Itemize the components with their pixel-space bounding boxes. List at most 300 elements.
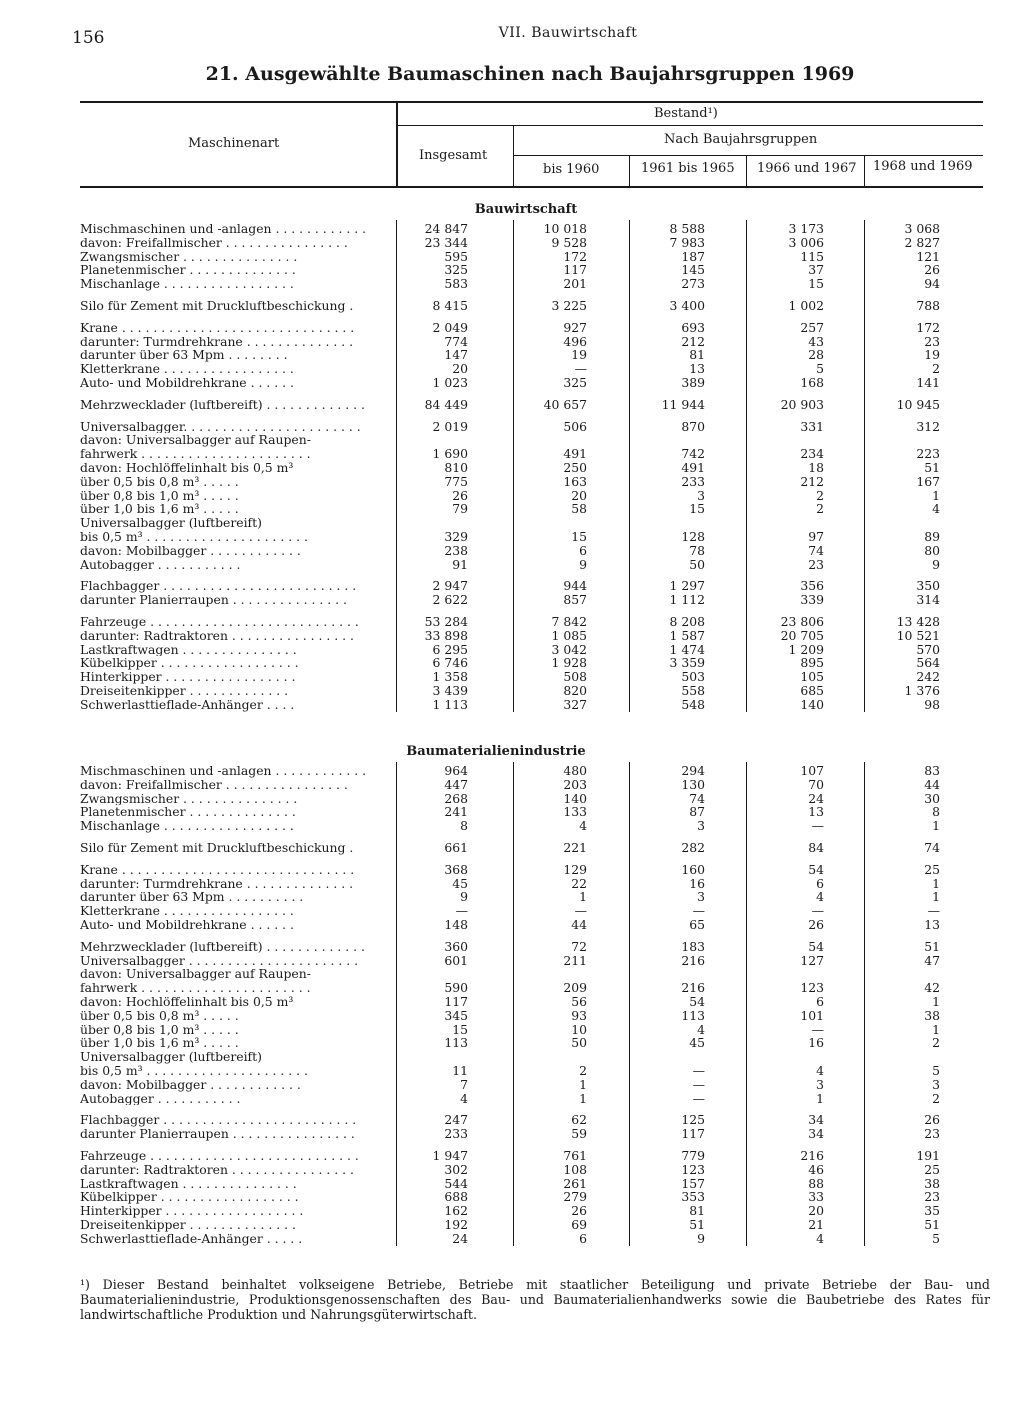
table-cell: 34 (808, 1112, 824, 1128)
table-cell: 1 085 (551, 627, 587, 643)
table-cell: 590 (444, 980, 468, 996)
table-cell: 10 945 (896, 396, 940, 412)
table-cell: 81 (689, 347, 705, 363)
table-cell: 223 (916, 446, 940, 462)
table-cell: 26 (452, 487, 468, 503)
table-cell: 339 (800, 592, 824, 608)
table-cell: 314 (916, 592, 940, 608)
table-cell: 16 (808, 1035, 824, 1051)
table-cell: 2 (816, 501, 824, 517)
table-cell: 24 847 (424, 221, 468, 236)
table-cell: 123 (681, 1161, 705, 1177)
table-cell: 107 (800, 763, 824, 778)
row-label: Planetenmischer . . . . . . . . . . . . . . (80, 805, 296, 820)
page-number: 156 (72, 28, 105, 48)
table-cell: 6 (579, 542, 587, 558)
table-cell: 162 (444, 1203, 468, 1219)
table-cell: 325 (563, 375, 587, 390)
table-cell: 345 (444, 1007, 468, 1023)
group-rule-1 (629, 156, 630, 186)
table-cell: 238 (444, 542, 468, 558)
group-header-4: 1968 und 1969 (873, 159, 973, 174)
table-cell: 59 (571, 1126, 587, 1142)
row-label: davon: Freifallmischer . . . . . . . . . . . . . . . . (80, 777, 348, 792)
table-cell: 141 (916, 375, 940, 390)
table-cell: 62 (571, 1112, 587, 1128)
table-cell: 496 (563, 333, 587, 349)
table-cell: 2 (932, 1090, 940, 1106)
table-cell: 203 (563, 776, 587, 792)
table-cell: 51 (924, 460, 940, 475)
table-cell: — (692, 1076, 705, 1092)
table-cell: 788 (916, 298, 940, 313)
row-label: davon: Universalbagger auf Raupen- (80, 433, 311, 448)
table-cell: 9 (579, 556, 587, 572)
row-label: über 1,0 bis 1,6 m³ . . . . . (80, 502, 239, 517)
table-cell: 23 (808, 556, 824, 572)
table-cell: 216 (800, 1148, 824, 1163)
table-cell: 8 415 (432, 298, 468, 313)
table-cell: 160 (681, 861, 705, 877)
table-cell: 3 359 (669, 655, 705, 671)
group-header-3: 1966 und 1967 (757, 161, 857, 176)
table-cell: 870 (681, 418, 705, 434)
table-cell: 331 (800, 418, 824, 434)
footnote-text: ¹) Dieser Bestand beinhaltet volkseigene Betriebe, Betriebe mit staatlicher Beteiligung und private Betriebe der Bau- und Baumaterialienindustrie, Produktionsgenossenschaften des Bau- und Baumaterialienhandwerks sowie die Baubetriebe des Rates für landwirtschaftliche Produktion und Nahrungsgüterwirtschaft. (80, 1277, 990, 1322)
table-cell: 3 400 (669, 298, 705, 313)
table-cell: 130 (681, 776, 705, 792)
table-cell: 3 173 (788, 221, 824, 236)
table-cell: 15 (689, 501, 705, 517)
table-cell: 506 (563, 418, 587, 434)
table-cell: 944 (563, 578, 587, 594)
row-label: darunter: Radtraktoren . . . . . . . . . . . . . . . . (80, 1162, 354, 1177)
table-cell: 360 (444, 938, 468, 954)
table-cell: 15 (808, 276, 824, 292)
row-label: Planetenmischer . . . . . . . . . . . . . . (80, 263, 296, 278)
row-label: davon: Universalbagger auf Raupen- (80, 967, 311, 982)
table-cell: 115 (800, 248, 824, 264)
table-cell: 24 (808, 790, 824, 806)
table-cell: 273 (681, 276, 705, 292)
table-cell: 1 (932, 875, 940, 891)
group-header-1: bis 1960 (543, 162, 600, 177)
table-cell: 1 002 (788, 298, 824, 313)
table-cell: 1 587 (669, 627, 705, 643)
table-cell: 47 (924, 952, 940, 968)
table-cell: 128 (681, 529, 705, 544)
row-label: Auto- und Mobildrehkrane . . . . . . (80, 918, 294, 932)
table-cell: 350 (916, 578, 940, 594)
table-cell: 761 (563, 1148, 587, 1163)
table-cell: 87 (689, 804, 705, 820)
table-cell: 353 (681, 1189, 705, 1205)
table-cell: 1 113 (432, 696, 468, 712)
group-column-rule (629, 762, 630, 1246)
table-cell: 34 (808, 1126, 824, 1142)
table-cell: 167 (916, 473, 940, 489)
table-cell: 13 428 (896, 614, 940, 629)
table-cell: 51 (924, 938, 940, 954)
table-cell: 113 (444, 1035, 468, 1051)
table-cell: 97 (808, 529, 824, 544)
table-cell: 810 (444, 460, 468, 475)
table-cell: 234 (800, 446, 824, 462)
table-cell: 117 (681, 1126, 705, 1142)
table-cell: 19 (571, 347, 587, 363)
section-title: Bauwirtschaft (474, 202, 578, 217)
stub-column-rule (396, 762, 397, 1246)
table-cell: 3 (697, 487, 705, 503)
table-cell: 11 (452, 1063, 468, 1078)
row-label: darunter: Radtraktoren . . . . . . . . . . . . . . . . (80, 628, 354, 643)
table-cell: 685 (800, 683, 824, 698)
table-cell: 1 690 (432, 446, 468, 462)
table-cell: 5 (932, 1063, 940, 1078)
table-cell: 1 (932, 818, 940, 834)
table-cell: 558 (681, 683, 705, 698)
table-cell: 4 (697, 1021, 705, 1037)
table-cell: 4 (460, 1090, 468, 1106)
table-cell: 1 (932, 889, 940, 905)
table-cell: 28 (808, 347, 824, 363)
table-cell: 13 (689, 361, 705, 377)
row-label: Zwangsmischer . . . . . . . . . . . . . . . (80, 249, 298, 264)
table-cell: 368 (444, 861, 468, 877)
table-cell: 356 (800, 578, 824, 594)
table-cell: 857 (563, 592, 587, 608)
table-cell: 4 (816, 1063, 824, 1078)
table-cell: 24 (452, 1230, 468, 1246)
table-cell: 54 (808, 938, 824, 954)
table-cell: 895 (800, 655, 824, 671)
table-cell: 2 049 (432, 319, 468, 335)
row-label: davon: Mobilbagger . . . . . . . . . . . . (80, 1077, 301, 1092)
table-cell: 13 (924, 917, 940, 932)
table-cell: 279 (563, 1189, 587, 1205)
bestand-header: Bestand¹) (654, 106, 718, 121)
table-cell: 508 (563, 669, 587, 685)
table-cell: 81 (689, 1203, 705, 1219)
row-label: über 0,5 bis 0,8 m³ . . . . . (80, 1008, 239, 1023)
row-label: davon: Freifallmischer . . . . . . . . . . . . . . . . (80, 235, 348, 250)
table-cell: 10 (571, 1021, 587, 1037)
table-cell: 98 (924, 696, 940, 712)
row-label: Universalbagger (luftbereift) (80, 1050, 262, 1064)
table-cell: 74 (924, 840, 940, 855)
table-cell: 70 (808, 776, 824, 792)
row-label: davon: Hochlöffelinhalt bis 0,5 m³ (80, 461, 294, 475)
table-cell: 43 (808, 333, 824, 349)
table-cell: 113 (681, 1007, 705, 1023)
row-label: davon: Mobilbagger . . . . . . . . . . . . (80, 543, 301, 558)
table-cell: 23 (924, 1189, 940, 1205)
table-cell: 216 (681, 980, 705, 996)
table-cell: 8 (460, 818, 468, 834)
table-cell: 20 705 (780, 627, 824, 643)
table-cell: 123 (800, 980, 824, 996)
table-cell: — (692, 903, 705, 919)
row-label: Autobagger . . . . . . . . . . . (80, 1091, 241, 1106)
stub-column-rule (396, 102, 398, 187)
table-cell: 9 (932, 556, 940, 572)
table-cell: — (811, 1021, 824, 1037)
table-cell: 80 (924, 542, 940, 558)
table-cell: 1 (579, 889, 587, 905)
table-cell: 9 528 (551, 234, 587, 250)
table-cell: 45 (689, 1035, 705, 1051)
table-cell: 84 (808, 840, 824, 855)
table-cell: 26 (808, 917, 824, 932)
table-cell: 23 344 (424, 234, 468, 250)
table-cell: 302 (444, 1161, 468, 1177)
row-label: Fahrzeuge . . . . . . . . . . . . . . . . . . . . . . . . . . . (80, 1149, 359, 1163)
table-cell: 140 (563, 790, 587, 806)
row-label: über 0,5 bis 0,8 m³ . . . . . (80, 474, 239, 489)
table-cell: 241 (444, 804, 468, 820)
table-cell: 5 (816, 361, 824, 377)
table-cell: 216 (681, 952, 705, 968)
row-label: Mehrzwecklader (luftbereift) . . . . . . . . . . . . . (80, 397, 365, 412)
table-cell: 583 (444, 276, 468, 292)
table-cell: 3 439 (432, 683, 468, 698)
table-cell: 282 (681, 840, 705, 855)
row-label: darunter über 63 Mpm . . . . . . . . . . (80, 890, 304, 905)
table-cell: 257 (800, 319, 824, 335)
table-cell: 1 (579, 1090, 587, 1106)
table-cell: 3 (816, 1076, 824, 1092)
row-label: davon: Hochlöffelinhalt bis 0,5 m³ (80, 995, 294, 1009)
insgesamt-header: Insgesamt (419, 148, 488, 163)
row-label: darunter: Turmdrehkrane . . . . . . . . . . . . . . (80, 334, 354, 349)
table-cell: 83 (924, 763, 940, 778)
insgesamt-column-rule (513, 220, 514, 712)
table-cell: 927 (563, 319, 587, 335)
table-cell: 101 (800, 1007, 824, 1023)
table-cell: 3 042 (551, 641, 587, 657)
table-cell: 3 068 (904, 221, 940, 236)
row-label: über 0,8 bis 1,0 m³ . . . . . (80, 488, 239, 503)
table-cell: — (692, 1063, 705, 1078)
table-cell: 44 (924, 776, 940, 792)
table-cell: — (811, 818, 824, 834)
table-cell: 1 (932, 487, 940, 503)
row-label: Schwerlasttieflade-Anhänger . . . . (80, 697, 295, 712)
row-label: über 1,0 bis 1,6 m³ . . . . . (80, 1036, 239, 1051)
row-label: darunter über 63 Mpm . . . . . . . . (80, 348, 288, 363)
table-cell: 261 (563, 1175, 587, 1191)
table-cell: — (927, 903, 940, 919)
table-cell: 661 (444, 840, 468, 855)
row-label: Schwerlasttieflade-Anhänger . . . . . (80, 1231, 303, 1246)
table-cell: 548 (681, 696, 705, 712)
table-cell: 327 (563, 696, 587, 712)
table-cell: 8 588 (669, 221, 705, 236)
table-cell: 2 827 (904, 234, 940, 250)
group-column-rule (864, 762, 865, 1246)
table-cell: 183 (681, 938, 705, 954)
table-cell: 447 (444, 776, 468, 792)
table-cell: 2 (932, 1035, 940, 1051)
table-cell: 23 (924, 333, 940, 349)
table-cell: 491 (563, 446, 587, 462)
table-cell: 22 (571, 875, 587, 891)
row-label: Kletterkrane . . . . . . . . . . . . . . . . . (80, 362, 294, 376)
table-cell: 89 (924, 529, 940, 544)
table-cell: 6 (579, 1230, 587, 1246)
table-cell: 209 (563, 980, 587, 996)
table-cell: 54 (808, 861, 824, 877)
chapter-heading: VII. Bauwirtschaft (498, 25, 638, 41)
table-cell: 11 944 (661, 396, 705, 412)
table-cell: 33 898 (424, 627, 468, 643)
table-cell: 191 (916, 1148, 940, 1163)
table-cell: 1 (579, 1076, 587, 1092)
row-label: über 0,8 bis 1,0 m³ . . . . . (80, 1022, 239, 1037)
table-cell: 6 (816, 875, 824, 891)
table-cell: 18 (808, 460, 824, 475)
table-cell: 78 (689, 542, 705, 558)
table-cell: 3 006 (788, 234, 824, 250)
table-cell: 42 (924, 980, 940, 996)
table-cell: 129 (563, 861, 587, 877)
table-cell: 51 (924, 1217, 940, 1232)
group-rule-2 (746, 156, 747, 186)
group-header-2: 1961 bis 1965 (641, 161, 735, 176)
table-cell: 7 842 (551, 614, 587, 629)
table-cell: 742 (681, 446, 705, 462)
table-cell: 268 (444, 790, 468, 806)
table-cell: 79 (452, 501, 468, 517)
row-label: Fahrzeuge . . . . . . . . . . . . . . . . . . . . . . . . . . . (80, 615, 359, 629)
row-label: Universalbagger (luftbereift) (80, 516, 262, 530)
row-label: Flachbagger . . . . . . . . . . . . . . . . . . . . . . . . . (80, 579, 357, 594)
table-cell: 601 (444, 952, 468, 968)
table-cell: 480 (563, 763, 587, 778)
row-label: Krane . . . . . . . . . . . . . . . . . . . . . . . . . . . . . . (80, 320, 355, 335)
table-cell: 2 (816, 487, 824, 503)
row-label: darunter Planierraupen . . . . . . . . . . . . . . . . (80, 1127, 355, 1141)
table-cell: 3 (697, 818, 705, 834)
row-label: Silo für Zement mit Druckluftbeschickung . (80, 841, 354, 855)
table-cell: 44 (571, 917, 587, 932)
table-cell: 212 (800, 473, 824, 489)
table-cell: 294 (681, 763, 705, 778)
group-column-rule (746, 762, 747, 1246)
table-cell: 46 (808, 1161, 824, 1177)
table-cell: 211 (563, 952, 587, 968)
row-label: Silo für Zement mit Druckluftbeschickung . (80, 299, 354, 313)
table-cell: 3 (697, 889, 705, 905)
table-cell: 2 019 (432, 418, 468, 434)
table-cell: 127 (800, 952, 824, 968)
table-cell: 23 (924, 1126, 940, 1142)
table-cell: — (455, 903, 468, 919)
table-cell: 168 (800, 375, 824, 390)
table-cell: 7 983 (669, 234, 705, 250)
table-cell: 93 (571, 1007, 587, 1023)
table-cell: 35 (924, 1203, 940, 1219)
insgesamt-column-rule (513, 126, 514, 186)
table-cell: 775 (444, 473, 468, 489)
table-cell: 38 (924, 1175, 940, 1191)
table-cell: 45 (452, 875, 468, 891)
table-cell: 94 (924, 276, 940, 292)
table-cell: 212 (681, 333, 705, 349)
table-cell: 125 (681, 1112, 705, 1128)
table-cell: — (692, 1090, 705, 1106)
table-cell: 15 (571, 529, 587, 544)
table-cell: 6 295 (432, 641, 468, 657)
row-label: Autobagger . . . . . . . . . . . (80, 557, 241, 572)
baujahrsgruppen-header: Nach Baujahrsgruppen (664, 132, 818, 147)
row-label: Mischanlage . . . . . . . . . . . . . . . . . (80, 277, 294, 291)
table-cell: 503 (681, 669, 705, 685)
table-cell: 20 (808, 1203, 824, 1219)
table-cell: 2 947 (432, 578, 468, 594)
table-cell: 19 (924, 347, 940, 363)
table-cell: 2 (932, 361, 940, 377)
row-label: Krane . . . . . . . . . . . . . . . . . . . . . . . . . . . . . . (80, 862, 355, 877)
row-label: Dreiseitenkipper . . . . . . . . . . . . . . (80, 1218, 296, 1232)
groups-underline (514, 155, 983, 156)
table-cell: 233 (681, 473, 705, 489)
table-cell: — (574, 903, 587, 919)
table-cell: 10 018 (543, 221, 587, 236)
table-cell: 1 358 (432, 669, 468, 685)
table-cell: 50 (571, 1035, 587, 1051)
table-cell: 389 (681, 375, 705, 390)
row-label: Lastkraftwagen . . . . . . . . . . . . . . . (80, 1176, 297, 1191)
bestand-underline (397, 125, 983, 126)
table-cell: 38 (924, 1007, 940, 1023)
table-cell: 1 947 (432, 1148, 468, 1163)
table-cell: 4 (579, 818, 587, 834)
table-cell: 147 (444, 347, 468, 363)
table-cell: 88 (808, 1175, 824, 1191)
table-cell: 84 449 (424, 396, 468, 412)
row-label: bis 0,5 m³ . . . . . . . . . . . . . . . . . . . . . (80, 530, 308, 544)
table-cell: 564 (916, 655, 940, 671)
table-cell: 117 (444, 994, 468, 1009)
group-column-rule (629, 220, 630, 712)
table-cell: 140 (800, 696, 824, 712)
footnote (80, 1277, 990, 1322)
table-cell: 26 (924, 262, 940, 278)
insgesamt-column-rule (513, 762, 514, 1246)
table-cell: 1 376 (904, 683, 940, 698)
table-cell: 820 (563, 683, 587, 698)
table-cell: 3 225 (551, 298, 587, 313)
table-cell: 72 (571, 938, 587, 954)
table-cell: 4 (932, 501, 940, 517)
table-cell: 172 (916, 319, 940, 335)
row-label: Universalbagger. . . . . . . . . . . . . . . . . . . . . . . (80, 419, 361, 434)
table-cell: 56 (571, 994, 587, 1009)
table-cell: 964 (444, 763, 468, 778)
row-label: Hinterkipper . . . . . . . . . . . . . . . . . . (80, 1204, 304, 1218)
table-cell: 30 (924, 790, 940, 806)
row-label: darunter: Turmdrehkrane . . . . . . . . . . . . . . (80, 876, 354, 891)
table-cell: 172 (563, 248, 587, 264)
table-cell: 1 297 (669, 578, 705, 594)
table-cell: 329 (444, 529, 468, 544)
table-cell: 3 (932, 1076, 940, 1092)
row-label: fahrwerk . . . . . . . . . . . . . . . . . . . . . . (80, 447, 311, 461)
table-cell: 16 (689, 875, 705, 891)
table-cell: 37 (808, 262, 824, 278)
row-label: Mischmaschinen und -anlagen . . . . . . . . . . . . (80, 222, 367, 236)
